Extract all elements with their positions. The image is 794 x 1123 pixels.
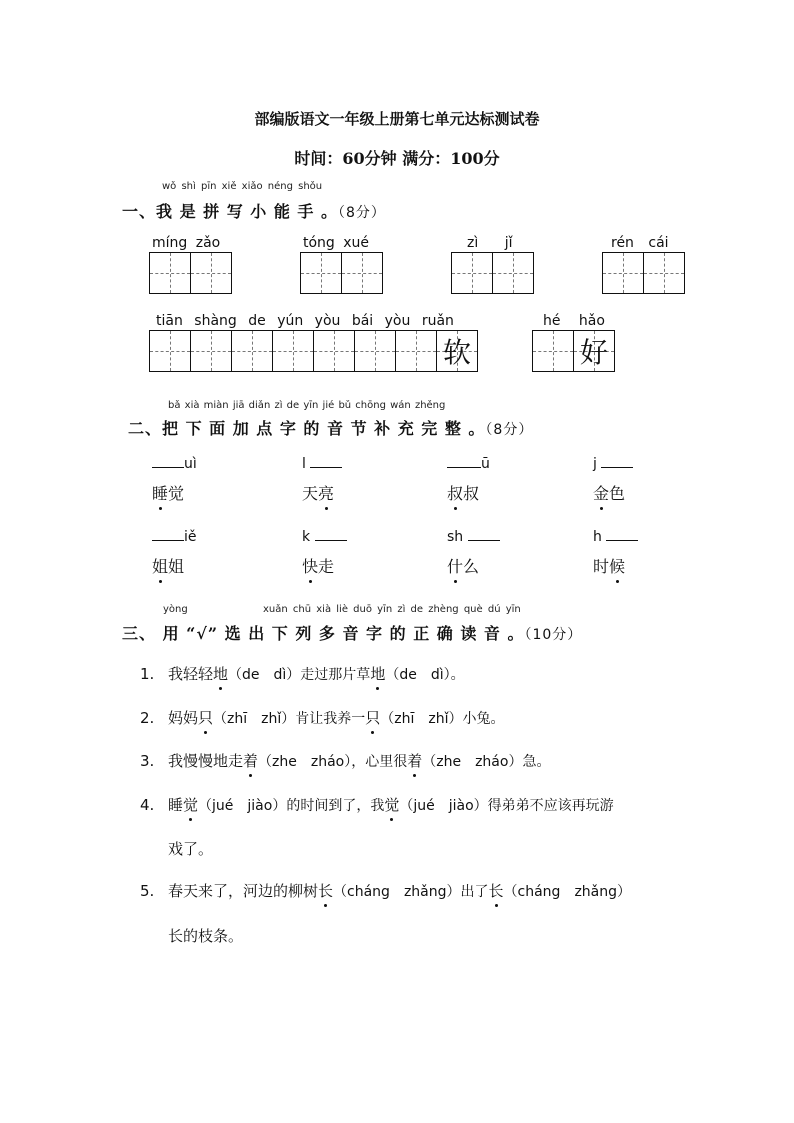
grid4-pinyin: rén cái xyxy=(611,235,669,251)
writing-grid-2[interactable] xyxy=(300,252,383,294)
section3-points: （10分） xyxy=(524,627,583,643)
filled-character: 软 xyxy=(442,336,471,369)
word-item: 什么 xyxy=(447,554,479,577)
grid-cell[interactable] xyxy=(301,253,342,293)
section3-pinyin-left: yòng xyxy=(163,604,188,615)
word-item: 姐姐 xyxy=(152,554,184,577)
filled-character: 好 xyxy=(579,336,608,369)
grid-cell[interactable] xyxy=(452,253,493,293)
grid-cell[interactable] xyxy=(150,253,191,293)
section1-title: 一、我 是 拼 写 小 能 手 。 xyxy=(122,202,338,221)
grid-cell[interactable] xyxy=(273,331,314,371)
syllable-blank[interactable]: l xyxy=(302,455,342,472)
word-item: 叔叔 xyxy=(447,481,479,504)
section2-pinyin: bǎ xià miàn jiā diǎn zì de yīn jié bǔ chōng wán zhěng xyxy=(168,400,446,411)
syllable-blank[interactable]: sh xyxy=(447,528,500,545)
syllable-blank[interactable]: h xyxy=(593,528,638,545)
question-1: 1. 我轻轻地（de dì）走过那片草地（de dì）。 xyxy=(140,665,465,683)
section1-pinyin: wǒ shì pīn xiě xiǎo néng shǒu xyxy=(162,181,323,192)
section3-heading xyxy=(122,621,582,644)
grid5-pinyin: tiān shàng de yún yòu bái yòu ruǎn xyxy=(156,313,454,329)
word-item: 时候 xyxy=(593,554,625,577)
section2-heading xyxy=(128,416,533,439)
section3-pinyin-right: xuǎn chū xià liè duō yīn zì de zhèng què dú yīn xyxy=(263,604,521,615)
grid-cell[interactable] xyxy=(644,253,685,293)
grid-cell[interactable] xyxy=(493,253,534,293)
grid-cell[interactable] xyxy=(396,331,437,371)
grid-cell[interactable] xyxy=(355,331,396,371)
grid2-pinyin: tóng xué xyxy=(303,235,370,251)
writing-grid-5[interactable] xyxy=(149,330,478,372)
section1-points: （8分） xyxy=(338,205,386,221)
grid1-pinyin: míng zǎo xyxy=(152,235,221,251)
section2-title: 二、把 下 面 加 点 字 的 音 节 补 充 完 整 。 xyxy=(128,419,486,438)
grid6-pinyin: hé hǎo xyxy=(543,313,605,329)
syllable-blank[interactable]: iě xyxy=(152,528,197,545)
question-5: 5. 春天来了，河边的柳树长（cháng zhǎng）出了长（cháng zhǎng） xyxy=(140,882,632,900)
grid3-pinyin: zì jǐ xyxy=(467,235,513,251)
grid-cell-filled xyxy=(574,331,615,371)
writing-grid-4[interactable] xyxy=(602,252,685,294)
syllable-blank[interactable]: j xyxy=(593,455,633,472)
word-item: 金色 xyxy=(593,481,625,504)
grid-cell[interactable] xyxy=(342,253,383,293)
grid-cell[interactable] xyxy=(232,331,273,371)
word-item: 快走 xyxy=(302,554,334,577)
question-4: 4. 睡觉（jué jiào）的时间到了，我觉（jué jiào）得弟弟不应该再玩游 xyxy=(140,796,614,814)
grid-cell[interactable] xyxy=(191,331,232,371)
syllable-blank[interactable]: k xyxy=(302,528,347,545)
grid-cell-filled xyxy=(437,331,478,371)
grid-cell[interactable] xyxy=(150,331,191,371)
question-2: 2. 妈妈只（zhī zhǐ）肯让我养一只（zhī zhǐ）小兔。 xyxy=(140,709,505,727)
exam-info: 时间：60分钟 满分：100分 xyxy=(294,149,500,168)
section3-title: 三、 用 “√” 选 出 下 列 多 音 字 的 正 确 读 音 。 xyxy=(122,624,525,643)
word-item: 睡觉 xyxy=(152,481,184,504)
writing-grid-1[interactable] xyxy=(149,252,232,294)
writing-grid-6[interactable] xyxy=(532,330,615,372)
grid-cell[interactable] xyxy=(314,331,355,371)
grid-cell[interactable] xyxy=(191,253,232,293)
question-5-continued: 长的枝条。 xyxy=(168,927,244,945)
word-item: 天亮 xyxy=(302,481,334,504)
grid-cell[interactable] xyxy=(603,253,644,293)
question-3: 3. 我慢慢地走着（zhe zháo），心里很着（zhe zháo）急。 xyxy=(140,752,551,770)
section1-heading xyxy=(122,199,386,222)
page-title: 部编版语文一年级上册第七单元达标测试卷 xyxy=(254,110,540,128)
syllable-blank[interactable]: uì xyxy=(152,455,197,472)
grid-cell[interactable] xyxy=(533,331,574,371)
writing-grid-3[interactable] xyxy=(451,252,534,294)
section2-points: （8分） xyxy=(485,422,534,438)
syllable-blank[interactable]: ū xyxy=(447,455,490,472)
question-4-continued: 戏了。 xyxy=(168,840,214,858)
